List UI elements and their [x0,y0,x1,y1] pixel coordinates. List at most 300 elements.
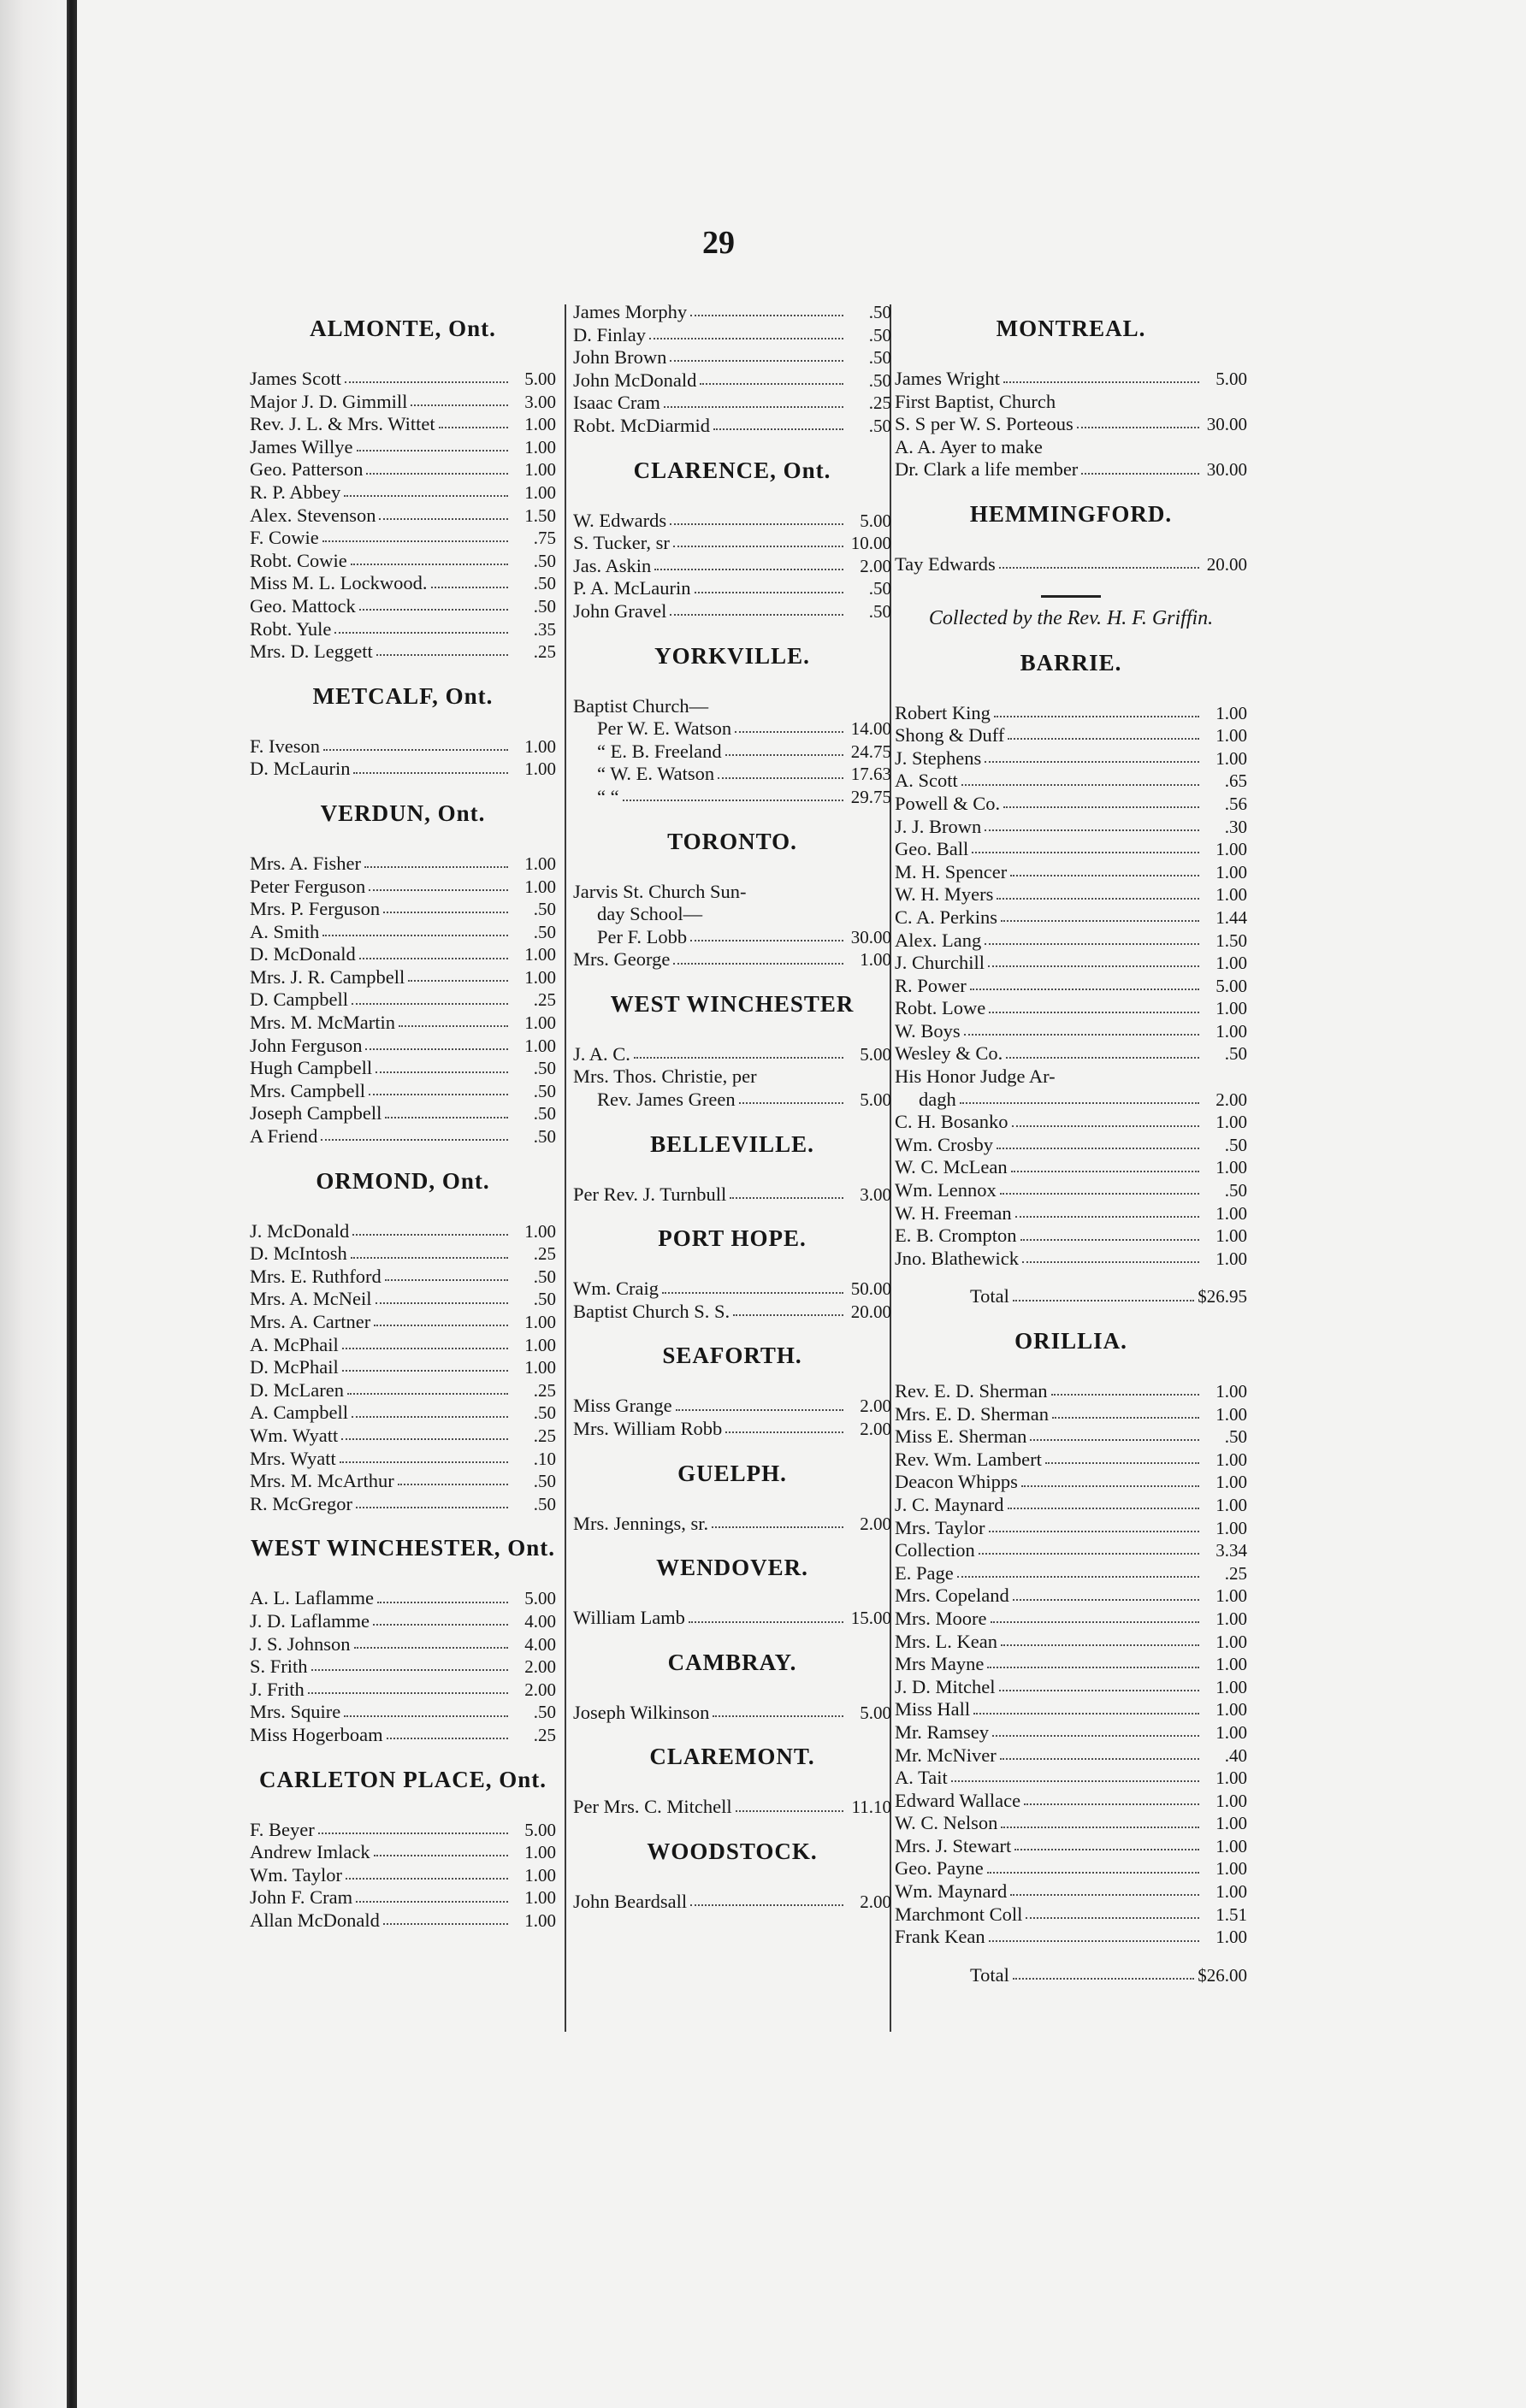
amount: .50 [533,595,556,617]
dot-leader [673,546,843,547]
amount: 5.00 [860,510,891,531]
subscriber-entry [895,724,1247,747]
subscriber-name: Mrs. P. Ferguson [250,898,381,920]
dot-leader [690,1904,843,1906]
section-heading: YORKVILLE. [654,642,810,669]
amount: .75 [533,528,556,549]
subscriber-name: Mrs. Squire [250,1701,341,1723]
section-ormond-ont [250,1167,556,1516]
dot-leader [700,383,843,385]
amount: .25 [533,1379,556,1401]
amount: 3.00 [524,391,556,412]
subscriber-name: Geo. Payne [895,1857,984,1880]
subscriber-name: A. Smith [250,920,320,942]
subscriber-name: Mrs. E. D. Sherman [895,1402,1049,1425]
subscriber-entry [895,1562,1247,1585]
dot-leader [431,587,509,588]
subscriber-name: J. C. Maynard [895,1493,1004,1515]
amount: .25 [533,641,556,663]
dot-leader [634,1057,843,1059]
dot-leader [351,564,508,565]
amount: 3.00 [860,1183,891,1205]
dot-leader [354,1647,508,1649]
section-guelph [573,1460,891,1536]
section-clarence-ont [573,457,891,623]
amount: 50.00 [850,1278,891,1300]
subscriber-entry [895,1880,1247,1903]
dot-leader [369,1094,508,1095]
section-toronto [573,828,891,971]
subscriber-name: Edward Wallace [895,1789,1021,1811]
subscriber-name: W. C. Nelson [895,1812,998,1834]
amount: 5.00 [524,369,556,389]
dot-leader [1001,920,1199,922]
subscriber-entry [573,1395,891,1418]
subscriber-entry [895,816,1247,839]
amount: 1.00 [524,436,556,457]
dot-leader [733,1314,843,1316]
subscriber-name: Rev. Wm. Lambert [895,1448,1042,1470]
subscriber-entry [573,415,891,438]
amount: 30.00 [1206,459,1247,481]
amount: .50 [1224,1180,1247,1201]
subscriber-name: John Beardsall [573,1891,688,1912]
dot-leader [1010,875,1199,876]
subscriber-name: Miss Hall [895,1698,971,1720]
dot-leader [690,940,843,941]
amount: 3.34 [1215,1540,1247,1561]
total-label: Total [970,1963,1009,1986]
amount: .50 [533,1080,556,1101]
subscriber-name: W. C. McLean [895,1156,1008,1178]
dot-leader [689,1621,843,1623]
subscriber-entry [250,1610,556,1633]
subscriber-name: Geo. Ball [895,838,969,860]
subscriber-name: Geo. Mattock [250,594,356,617]
amount: 1.00 [860,949,891,971]
dot-leader [1011,1171,1199,1172]
subscriber-entry [573,577,891,600]
subscriber-name: Geo. Patterson [250,458,364,481]
dot-leader [988,965,1199,967]
subscriber-entry [895,1539,1247,1562]
subscriber-name: Isaac Cram [573,392,660,414]
dot-leader [989,1940,1199,1942]
subscriber-entry [250,735,556,758]
dot-leader [999,567,1199,569]
amount: .50 [868,347,891,369]
amount: 1.00 [524,758,556,780]
amount: 10.00 [850,533,891,554]
amount: .50 [533,899,556,920]
divider-rule [1041,595,1101,598]
dot-leader [957,1576,1199,1578]
subscriber-entry [573,346,891,369]
subscriber-entry [895,883,1247,906]
dot-leader [322,540,508,542]
dot-leader [1052,1417,1199,1419]
subscriber-entry [895,1111,1247,1134]
dot-leader [664,406,843,408]
subscriber-name: “ “ [597,785,619,807]
subscriber-entry [895,458,1247,481]
dot-leader [713,428,843,430]
dot-leader [649,338,843,339]
dot-leader [739,1102,843,1104]
subscriber-name: W. Boys [895,1019,961,1042]
subscriber-name: Major J. D. Gimmill [250,390,408,412]
subscriber-name: Allan McDonald [250,1909,380,1931]
subscriber-entry [895,1425,1247,1449]
amount: .65 [1224,770,1247,792]
dot-leader [712,1526,843,1528]
subscriber-name: Joseph Wilkinson [573,1701,710,1723]
dot-leader [342,1348,508,1349]
section-almonte-ont [250,315,556,664]
section-heading: METCALF, Ont. [312,682,494,709]
subscriber-entry [895,770,1247,793]
subscriber-name: Wm. Craig [573,1278,659,1300]
subscriber-name: C. A. Perkins [895,906,998,928]
amount: 17.63 [850,764,891,785]
subscriber-name: D. McPhail [250,1356,339,1378]
amount: .50 [868,415,891,436]
amount: .50 [868,369,891,391]
subscriber-entry [573,1065,891,1089]
subscriber-entry [895,1179,1247,1202]
subscriber-name: Miss Hogerboam [250,1723,383,1745]
section-heading: GUELPH. [677,1460,787,1486]
amount: .50 [533,1402,556,1424]
section-carleton-place-ont [250,1766,556,1933]
subscriber-entry [250,1334,556,1357]
subscriber-name: Marchmont Coll [895,1903,1023,1925]
dot-leader [695,592,844,593]
subscriber-entry [250,1841,556,1864]
dot-leader [376,1071,508,1073]
subscriber-name: A. Scott [895,770,958,792]
subscriber-entry [573,1183,891,1207]
dot-leader [735,731,843,733]
subscriber-name: D. Campbell [250,989,348,1011]
subscriber-entry [895,1835,1247,1858]
dot-leader [713,1715,843,1717]
subscriber-name: Collection [895,1539,975,1561]
dot-leader [1024,1803,1199,1805]
subscriber-entry [895,975,1247,998]
amount: .50 [868,324,891,345]
section-heading: SEAFORTH. [662,1343,802,1369]
dot-leader [322,935,508,936]
amount: 4.00 [524,1610,556,1632]
amount: 1.00 [524,1909,556,1931]
dot-leader [374,1325,508,1326]
subscriber-entry [895,391,1247,414]
subscriber-entry [250,1448,556,1471]
subscriber-name: D. McLaren [250,1378,344,1401]
section-heading: ALMONTE, Ont. [310,316,496,341]
subscriber-entry [250,876,556,899]
dot-leader [341,1438,508,1440]
subscriber-name: R. McGregor [250,1492,352,1514]
subscriber-name: “ E. B. Freeland [597,740,722,762]
subscriber-entry [250,1125,556,1148]
amount: 24.75 [850,741,891,762]
total-row [895,1285,1247,1308]
subscriber-entry [573,903,891,926]
subscriber-name: Mrs. D. Leggett [250,640,373,663]
subscriber-entry [895,1089,1247,1112]
amount: 29.75 [850,786,891,807]
dot-leader [344,1715,508,1717]
amount: 5.00 [524,1588,556,1609]
subscriber-entry [573,1043,891,1066]
subscriber-entry [250,966,556,989]
subscriber-entry [573,1278,891,1301]
subscriber-entry [250,853,556,876]
subscriber-name: Mrs. A. Cartner [250,1311,371,1332]
subscriber-name: R. Power [895,974,967,996]
subscriber-name: D. McIntosh [250,1242,347,1265]
amount: 1.00 [1215,1881,1247,1903]
dot-leader [1051,1394,1199,1396]
dot-leader [690,315,843,316]
section-heading: CAMBRAY. [667,1649,797,1675]
dot-leader [1077,427,1199,428]
subscriber-entry [895,1790,1247,1813]
amount: 30.00 [850,926,891,947]
dot-leader [1030,1439,1199,1441]
section-yorkville [573,642,891,809]
dot-leader [345,381,508,383]
subscriber-entry [573,555,891,578]
subscriber-name: Per F. Lobb [597,925,688,947]
dot-leader [1015,1216,1199,1218]
subscriber-name: John McDonald [573,369,697,391]
subscriber-entry [250,527,556,550]
subscriber-name: Mrs. J. Stewart [895,1834,1012,1856]
subscriber-name: Wm. Maynard [895,1880,1008,1903]
subscriber-entry [250,898,556,921]
subscriber-entry [250,1402,556,1425]
amount: .50 [1224,1043,1247,1065]
amount: 1.00 [1215,747,1247,769]
amount: .30 [1224,816,1247,837]
dot-leader [623,800,843,801]
dot-leader [1000,1193,1199,1195]
dot-leader [356,1507,508,1508]
amount: 20.00 [850,1301,891,1322]
amount: 1.00 [524,853,556,874]
dot-leader [985,761,1199,763]
subscriber-name: Frank Kean [895,1926,985,1948]
subscriber-entry [250,1242,556,1266]
amount: 20.00 [1206,553,1247,575]
subscriber-entry [250,1035,556,1058]
subscriber-name: Mrs. L. Kean [895,1630,997,1652]
dot-leader [973,1713,1199,1715]
dot-leader [1006,1057,1199,1059]
dot-leader [1026,1917,1199,1919]
amount: 1.00 [1215,1631,1247,1652]
amount: .25 [533,1243,556,1265]
subscriber-name: Miss E. Sherman [895,1425,1027,1448]
subscriber-name: D. McLaurin [250,758,351,780]
subscriber-entry [895,1585,1247,1608]
subscriber-entry [573,1418,891,1441]
subscriber-name: Joseph Campbell [250,1102,382,1124]
dot-leader [376,654,508,656]
dot-leader [987,1667,1199,1668]
section-heading: BARRIE. [1020,649,1122,676]
subscriber-entry [895,1225,1247,1248]
amount: .50 [533,1103,556,1124]
dot-leader [989,1531,1199,1532]
subscriber-name: W. H. Freeman [895,1201,1012,1224]
dot-leader [1003,381,1199,383]
amount: .50 [1224,1426,1247,1448]
amount: 2.00 [860,555,891,576]
subscriber-entry [573,717,891,741]
subscriber-entry [250,1057,556,1080]
amount: 5.00 [1215,369,1247,389]
dot-leader [365,1048,508,1050]
dot-leader [352,1416,508,1418]
amount: 1.00 [1215,1381,1247,1402]
subscriber-name: Alex. Lang [895,929,982,951]
subscriber-name: Wm. Wyatt [250,1424,339,1446]
subscriber-name: W. Edwards [573,509,667,531]
subscriber-name: C. H. Bosanko [895,1111,1008,1133]
dot-leader [1012,1125,1199,1127]
amount: 1.00 [1215,1927,1247,1948]
subscriber-name: Mrs Mayne [895,1653,985,1675]
subscriber-name: J. Frith [250,1678,305,1700]
amount: 1.00 [1215,1699,1247,1720]
subscriber-entry [250,1909,556,1933]
subscriber-name: Tay Edwards [895,552,996,575]
amount: 2.00 [524,1679,556,1700]
subscriber-entry [250,1724,556,1747]
amount: 1.00 [1215,1813,1247,1834]
dot-leader [989,1012,1199,1013]
amount: 1.00 [524,481,556,503]
subscriber-name: Wesley & Co. [895,1042,1003,1065]
subscriber-name: Rev. James Green [597,1089,736,1111]
subscriber-name: Robt. Yule [250,617,332,640]
dot-leader [334,632,508,634]
amount: 1.00 [1215,1157,1247,1178]
amount: .50 [533,573,556,594]
dot-leader [347,1393,508,1395]
subscriber-name: D. McDonald [250,943,356,965]
amount: 5.00 [860,1702,891,1723]
amount: 1.00 [1215,953,1247,974]
amount: 1.50 [524,505,556,526]
amount: .50 [533,1266,556,1287]
subscriber-entry [250,1379,556,1402]
subscriber-name: William Lamb [573,1607,685,1629]
total-label: Total [970,1285,1009,1307]
amount: 1.00 [1215,884,1247,906]
subscriber-name: Andrew Imlack [250,1841,370,1863]
amount: .56 [1224,793,1247,814]
amount: 1.00 [1215,1835,1247,1856]
dot-leader [385,1279,508,1281]
amount: 11.10 [851,1797,891,1818]
collector-note: Collected by the Rev. H. F. Griffin. [928,606,1214,629]
subscriber-name: Mrs. A. Fisher [250,852,362,874]
subscriber-name: John Brown [573,346,667,369]
dot-leader [676,1409,843,1411]
amount: 2.00 [860,1396,891,1417]
section-heading: HEMMINGFORD. [969,500,1173,527]
subscriber-name: Per Rev. J. Turnbull [573,1183,727,1205]
amount: 2.00 [524,1656,556,1678]
dot-leader [972,852,1199,853]
amount: 1.00 [524,1887,556,1909]
section-heading: PORT HOPE. [658,1225,807,1252]
subscriber-name: A. Campbell [250,1402,348,1424]
subscriber-name: Wm. Lennox [895,1179,997,1201]
subscriber-entry [573,763,891,786]
section-west-winchester-ont [250,1534,556,1746]
section-seaforth [573,1342,891,1440]
subscriber-name: James Morphy [573,301,688,322]
section-orillia [895,1327,1247,1986]
subscriber-name: Alex. Stevenson [250,504,376,526]
subscriber-name: S. Frith [250,1656,308,1678]
dot-leader [673,963,843,965]
section-heading: VERDUN, Ont. [320,800,486,826]
subscriber-name: J. D. Laflamme [250,1609,370,1632]
amount: 1.00 [1215,998,1247,1019]
subscriber-name: R. P. Abbey [250,481,341,503]
subscriber-name: Deacon Whipps [895,1471,1018,1493]
subscriber-name: Rev. E. D. Sherman [895,1380,1048,1402]
subscriber-name: E. B. Crompton [895,1225,1017,1247]
dot-leader [987,1872,1199,1874]
amount: .40 [1224,1744,1247,1766]
subscriber-name: F. Cowie [250,527,319,549]
subscriber-entry [895,1812,1247,1835]
subscriber-entry [250,758,556,781]
section-heading: ORMOND, Ont. [316,1167,490,1194]
amount: 15.00 [850,1608,891,1629]
amount: .35 [533,618,556,640]
subscriber-entry [895,1676,1247,1699]
subscriber-name: Dr. Clark a life member [895,458,1079,481]
subscriber-entry [895,747,1247,770]
subscriber-entry [895,1380,1247,1403]
amount: 1.00 [524,1357,556,1378]
subscriber-name: Baptist Church— [573,694,709,717]
dot-leader [351,1257,508,1259]
dot-leader [736,1810,843,1812]
subscriber-name: J. McDonald [250,1219,350,1242]
subscriber-name: J. J. Brown [895,815,982,837]
subscriber-entry [250,1470,556,1493]
dot-leader [994,716,1199,717]
dot-leader [970,989,1199,990]
subscriber-name: Mr. Ramsey [895,1720,989,1743]
amount: .25 [868,392,891,414]
dot-leader [1020,1239,1199,1241]
dot-leader [725,754,843,756]
dot-leader [357,450,508,452]
amount: 4.00 [524,1633,556,1655]
dot-leader [1010,1894,1199,1896]
